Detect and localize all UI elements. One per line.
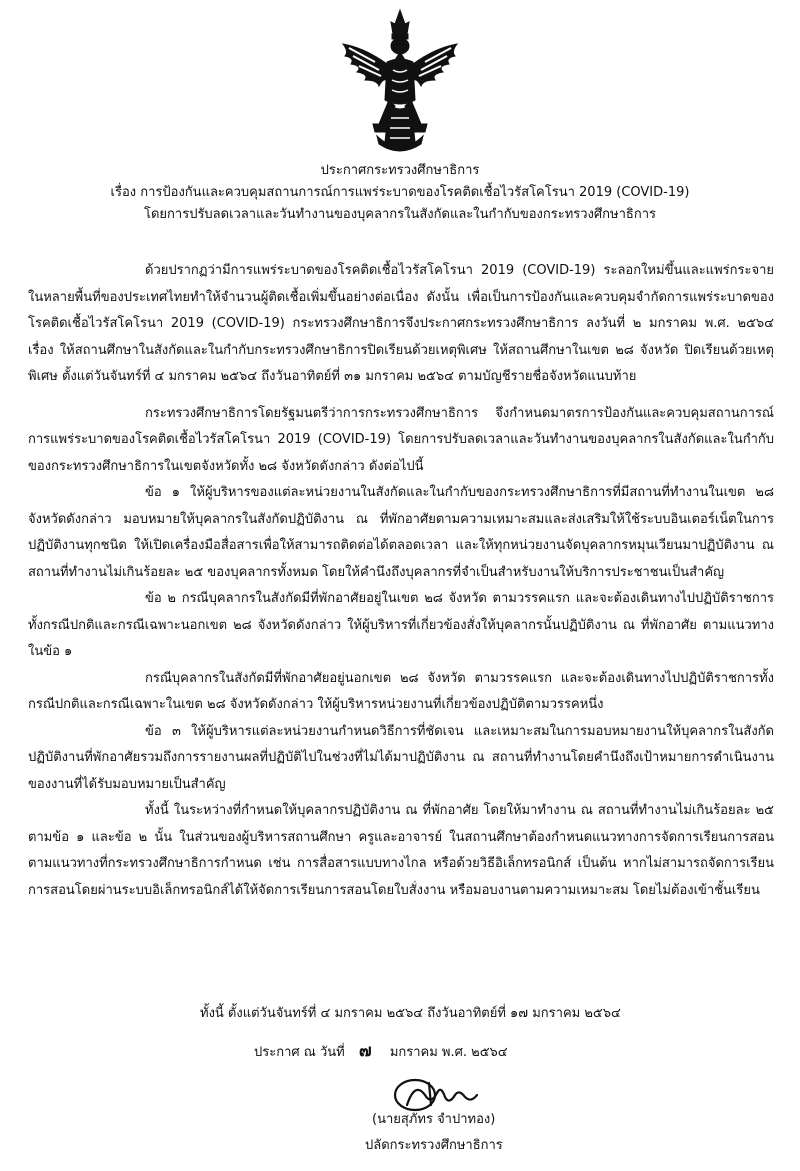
- announcement-prefix: ประกาศ ณ วันที่: [254, 1045, 345, 1060]
- document-body: [28, 258, 774, 904]
- paragraph-clause-2-sub: กรณีบุคลากรในสังกัดมีที่พักอาศัยอยู่นอกเขต ๒๘ จังหวัด ตามวรรคแรก และจะต้องเดินทางไปปฏิบัติราชการทั้งกรณีปกติและกรณีเฉพาะในเขต ๒๘ จังหวัดดังกล่าว ให้ผู้บริหารหน่วยงานที่เกี่ยวข้องปฏิบัติตามวรรคหนึ่ง: [28, 670, 774, 712]
- paragraph-2: กระทรวงศึกษาธิการโดยรัฐมนตรีว่าการกระทรวงศึกษาธิการ จึงกำหนดมาตรการป้องกันและควบคุมสถานการณ์การแพร่ระบาดของโรคติดเชื้อไวรัสโคโรนา 2019 (COVID-19) โดยการปรับลดเวลาและวันทำงานของบุคลากรในสังกัดและในกำกับของกระทรวงศึกษาธิการในเขตจังหวัดทั้ง ๒๘ จังหวัดดังกล่าว ดังต่อไปนี้: [28, 405, 774, 474]
- paragraph-clause-1: ข้อ ๑ ให้ผู้บริหารของแต่ละหน่วยงานในสังกัดและในกำกับของกระทรวงศึกษาธิการที่มีสถานที่ทำงานในเขต ๒๘ จังหวัดดังกล่าว มอบหมายให้บุคลากรในสังกัดปฏิบัติงาน ณ ที่พักอาศัยตามความเหมาะสมและส่งเสริมให้ใช้ระบบอินเตอร์เน็ตในการปฏิบัติงานทุกชนิด ให้เปิดเครื่องมือสื่อสารเพื่อให้สามารถติดต่อได้ตลอดเวลา และให้ทุกหน่วยงานจัดบุคลากรหมุนเวียนมาปฏิบัติงาน ณ สถานที่ทำงานไม่เกินร้อยละ ๒๕ ของบุคลากรทั้งหมด โดยให้คำนึงถึงบุคลากรที่จำเป็นสำหรับงานให้บริการประชาชนเป็นสำคัญ: [28, 485, 774, 580]
- garuda-emblem-icon: [335, 8, 465, 154]
- paragraph-clause-2: ข้อ ๒ กรณีบุคลากรในสังกัดมีที่พักอาศัยอยู่ในเขต ๒๘ จังหวัด ตามวรรคแรก และจะต้องเดินทางไปปฏิบัติราชการทั้งกรณีปกติและกรณีเฉพาะนอกเขต ๒๘ จังหวัดดังกล่าว ให้ผู้บริหารที่เกี่ยวข้องสั่งให้บุคลากรนั้นปฏิบัติงาน ณ ที่พักอาศัย ตามแนวทางในข้อ ๑: [28, 591, 774, 659]
- document-header: [30, 160, 770, 226]
- signatory-name: (นายสุภัทร จำปาทอง): [372, 1112, 496, 1127]
- document-subject: เรื่อง การป้องกันและควบคุมสถานการณ์การแพร่ระบาดของโรคติดเชื้อไวรัสโคโรนา 2019 (COVID-19): [110, 185, 690, 200]
- document-title: ประกาศกระทรวงศึกษาธิการ: [320, 163, 480, 178]
- signatory-position: ปลัดกระทรวงศึกษาธิการ: [365, 1138, 503, 1153]
- paragraph-note: ทั้งนี้ ในระหว่างที่กำหนดให้บุคลากรปฏิบัติงาน ณ ที่พักอาศัย โดยให้มาทำงาน ณ สถานที่ทำงานไม่เกินร้อยละ ๒๕ ตามข้อ ๑ และข้อ ๒ นั้น ในส่วนของผู้บริหารสถานศึกษา ครูและอาจารย์ ในสถานศึกษาต้องกำหนดแนวทางการจัดการเรียนการสอนตามแนวทางที่กระทรวงศึกษาธิการกำหนด เช่น การสื่อสารแบบทางไกล หรือด้วยวิธีอิเล็กทรอนิกส์ เป็นต้น หากไม่สามารถจัดการเรียนการสอนโดยผ่านระบบอิเล็กทรอนิกส์ได้ให้จัดการเรียนการสอนโดยใบสั่งงาน หรือมอบงานตามความเหมาะสม โดยไม่ต้องเข้าชั้นเรียน: [28, 803, 774, 898]
- announcement-suffix: มกราคม พ.ศ. ๒๕๖๔: [389, 1045, 508, 1060]
- paragraph-1: ด้วยปรากฏว่ามีการแพร่ระบาดของโรคติดเชื้อไวรัสโคโรนา 2019 (COVID-19) ระลอกใหม่ขึ้นและแพร่กระจายในหลายพื้นที่ของประเทศไทยทำให้จำนวนผู้ติดเชื้อเพิ่มขึ้นอย่างต่อเนื่อง ดังนั้น เพื่อเป็นการป้องกันและควบคุมจำกัดการแพร่ระบาดของโรคติดเชื้อไวรัสโคโรนา 2019 (COVID-19) กระทรวงศึกษาธิการจึงประกาศกระทรวงศึกษาธิการ ลงวันที่ ๒ มกราคม พ.ศ. ๒๕๖๔ เรื่อง ให้สถานศึกษาในสังกัดและในกำกับกระทรวงศึกษาธิการปิดเรียนด้วยเหตุพิเศษ ให้สถานศึกษาในเขต ๒๘ จังหวัด ปิดเรียนด้วยเหตุพิเศษ ตั้งแต่วันจันทร์ที่ ๔ มกราคม ๒๕๖๔ ถึงวันอาทิตย์ที่ ๓๑ มกราคม ๒๕๖๔ ตามบัญชีรายชื่อจังหวัดแนบท้าย: [28, 263, 774, 384]
- paragraph-clause-3: ข้อ ๓ ให้ผู้บริหารแต่ละหน่วยงานกำหนดวิธีการที่ชัดเจน และเหมาะสมในการมอบหมายงานให้บุคลากรในสังกัดปฏิบัติงานที่พักอาศัยรวมถึงการรายงานผลที่ปฏิบัติไปในช่วงที่ไม่ได้มาปฏิบัติงาน ณ สถานที่ทำงานโดยคำนึงถึงเป้าหมายการดำเนินงานของงานที่ได้รับมอบหมายเป็นสำคัญ: [28, 723, 774, 792]
- announcement-day: ๗: [358, 1041, 372, 1061]
- handwritten-signature-icon: [385, 1075, 495, 1115]
- document-subject-line2: โดยการปรับลดเวลาและวันทำงานของบุคลากรในสังกัดและในกำกับของกระทรวงศึกษาธิการ: [144, 207, 656, 222]
- effective-period: ทั้งนี้ ตั้งแต่วันจันทร์ที่ ๔ มกราคม ๒๕๖๔ ถึงวันอาทิตย์ที่ ๑๗ มกราคม ๒๕๖๔: [200, 1006, 621, 1021]
- announcement-date: [254, 1040, 508, 1064]
